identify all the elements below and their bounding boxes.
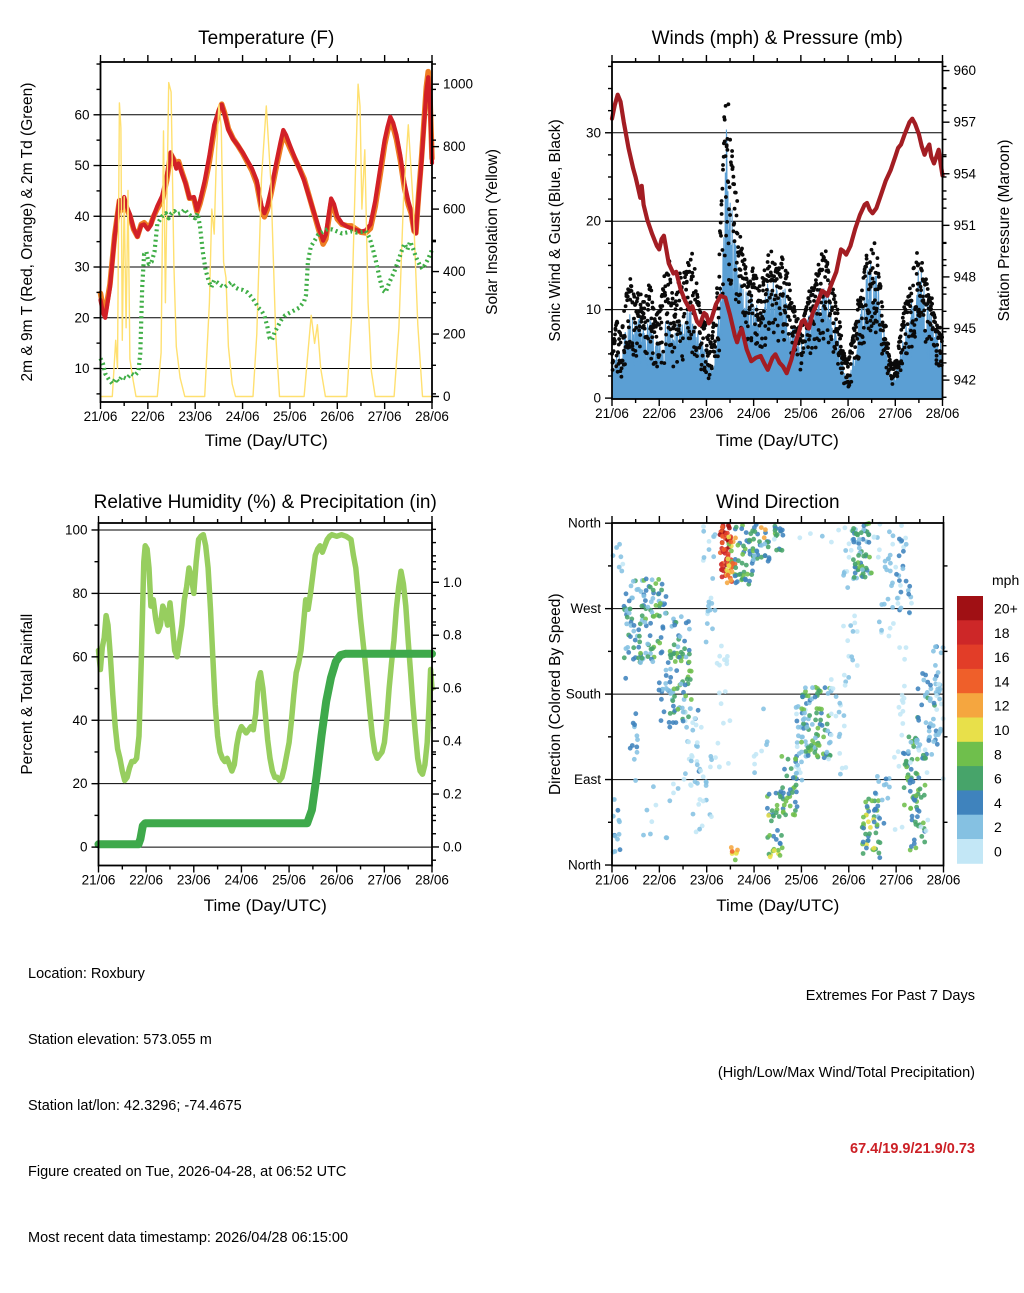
station-location: Location: Roxbury xyxy=(28,966,145,982)
station-latlon: Station lat/lon: 42.3296; -74.4675 xyxy=(28,1098,242,1114)
x-tick-label: 23/06 xyxy=(689,872,724,888)
series-2m-dewpoint xyxy=(101,209,433,384)
extremes-values: 67.4/19.9/21.9/0.73 xyxy=(850,1141,975,1157)
direction-tick-label: West xyxy=(570,601,601,617)
figure-created-timestamp: Figure created on Tue, 2026-04-28, at 06:52 UTC xyxy=(28,1164,347,1180)
legend-entry-label: 6 xyxy=(994,770,1002,787)
y-left-tick-label: 40 xyxy=(74,208,90,224)
x-tick-label: 28/06 xyxy=(925,406,960,421)
legend-swatch xyxy=(957,669,983,694)
legend-swatch xyxy=(957,693,983,718)
panel-humidity xyxy=(19,492,462,915)
y-left-tick-label: 50 xyxy=(74,158,90,174)
y-right-tick-label: 0 xyxy=(443,389,451,405)
y-right-tick-label: 945 xyxy=(953,321,977,337)
extremes-subtitle: (High/Low/Max Wind/Total Precipitation) xyxy=(717,1064,975,1081)
y-left-tick-label: 60 xyxy=(74,107,90,123)
y-left-tick-label: 60 xyxy=(72,649,88,665)
x-tick-label: 21/06 xyxy=(83,409,118,424)
y-right-tick-label: 960 xyxy=(953,63,977,79)
legend-swatch xyxy=(957,790,983,815)
panel-temperature xyxy=(19,28,501,450)
x-tick-label: 24/06 xyxy=(737,872,771,888)
y-left-tick-label: 20 xyxy=(72,776,88,792)
legend-entry-label: 10 xyxy=(994,722,1010,738)
wind-direction-dots xyxy=(611,521,946,862)
x-tick-label: 25/06 xyxy=(273,409,307,424)
legend-swatch xyxy=(957,766,983,791)
panel-winddir xyxy=(547,492,1019,915)
legend-entry-label: 12 xyxy=(994,697,1010,714)
x-tick-label: 28/06 xyxy=(926,872,961,888)
series-solar-insolation xyxy=(101,83,433,397)
legend-swatch xyxy=(957,839,983,864)
y-right-tick-label: 1000 xyxy=(443,76,474,92)
legend-entry-label: 0 xyxy=(994,843,1002,860)
x-tick-label: 26/06 xyxy=(831,406,865,421)
legend-swatch xyxy=(957,815,983,840)
winds-series xyxy=(610,95,944,398)
y-right-tick-label: 1.0 xyxy=(443,574,462,590)
winds-ylabel-left: Sonic Wind & Gust (Blue, Black) xyxy=(547,119,564,342)
y-left-tick-label: 0 xyxy=(593,390,601,406)
x-tick-label: 24/06 xyxy=(224,872,259,888)
direction-tick-label: East xyxy=(573,772,601,788)
x-tick-label: 23/06 xyxy=(178,409,213,424)
x-tick-label: 21/06 xyxy=(595,872,629,888)
y-right-tick-label: 0.8 xyxy=(443,627,462,643)
station-info xyxy=(28,919,348,1293)
panel-winds xyxy=(547,28,1013,450)
speed-legend xyxy=(957,572,1019,864)
x-tick-label: 23/06 xyxy=(689,406,724,421)
y-right-tick-label: 942 xyxy=(953,372,977,388)
x-tick-label: 21/06 xyxy=(595,406,629,421)
y-left-tick-label: 10 xyxy=(74,361,90,377)
x-tick-label: 22/06 xyxy=(130,409,165,424)
y-right-tick-label: 951 xyxy=(953,217,977,233)
y-left-tick-label: 40 xyxy=(72,712,88,728)
y-right-tick-label: 0.4 xyxy=(443,733,462,749)
x-tick-label: 26/06 xyxy=(320,409,355,424)
x-tick-label: 27/06 xyxy=(367,872,402,888)
x-tick-label: 28/06 xyxy=(415,409,449,424)
x-tick-label: 26/06 xyxy=(831,872,866,888)
x-tick-label: 27/06 xyxy=(878,406,913,421)
winddir-title: Wind Direction xyxy=(715,492,840,513)
legend-swatch xyxy=(957,742,983,767)
y-right-tick-label: 600 xyxy=(443,201,466,217)
legend-swatch xyxy=(957,718,983,743)
y-left-tick-label: 100 xyxy=(64,522,88,538)
x-tick-label: 25/06 xyxy=(272,872,306,888)
temperature-series xyxy=(101,72,433,397)
winddir-xlabel: Time (Day/UTC) xyxy=(716,896,840,915)
temperature-xlabel: Time (Day/UTC) xyxy=(204,431,328,450)
winds-xlabel: Time (Day/UTC) xyxy=(715,431,839,450)
y-right-tick-label: 0.0 xyxy=(443,839,462,855)
legend-entry-label: 4 xyxy=(994,794,1002,811)
humidity-series xyxy=(99,535,433,845)
x-tick-label: 22/06 xyxy=(642,406,677,421)
extremes-title: Extremes For Past 7 Days xyxy=(805,988,975,1004)
x-tick-label: 27/06 xyxy=(879,872,914,888)
y-right-tick-label: 954 xyxy=(953,166,977,182)
humidity-title: Relative Humidity (%) & Precipitation (in) xyxy=(93,492,437,513)
humidity-ylabel-left: Percent & Total Rainfall xyxy=(19,613,36,775)
x-tick-label: 22/06 xyxy=(642,872,677,888)
station-elevation: Station elevation: 573.055 m xyxy=(28,1032,212,1048)
y-left-tick-label: 0 xyxy=(79,839,88,855)
y-left-tick-label: 30 xyxy=(74,259,90,275)
x-tick-label: 22/06 xyxy=(129,872,164,888)
winds-title: Winds (mph) & Pressure (mb) xyxy=(651,28,903,49)
y-right-tick-label: 948 xyxy=(953,269,977,285)
direction-tick-label: North xyxy=(567,857,601,873)
extremes-summary xyxy=(718,933,975,1214)
winddir-gridlines xyxy=(612,609,944,780)
x-tick-label: 24/06 xyxy=(225,409,260,424)
direction-tick-label: South xyxy=(565,686,601,702)
speed-legend-title: mph xyxy=(992,572,1020,588)
y-right-tick-label: 957 xyxy=(953,114,977,130)
y-right-tick-label: 0.2 xyxy=(443,786,462,802)
legend-entry-label: 14 xyxy=(994,673,1010,690)
x-tick-label: 28/06 xyxy=(415,872,449,888)
temperature-ylabel-left: 2m & 9m T (Red, Orange) & 2m Td (Green) xyxy=(19,82,36,382)
legend-entry-label: 2 xyxy=(994,819,1002,836)
legend-swatch xyxy=(957,645,983,670)
x-tick-label: 27/06 xyxy=(367,409,402,424)
y-right-tick-label: 800 xyxy=(443,139,466,155)
x-tick-label: 23/06 xyxy=(176,872,211,888)
x-tick-label: 25/06 xyxy=(784,872,819,888)
legend-swatch xyxy=(957,620,983,645)
winds-ylabel-right: Station Pressure (Maroon) xyxy=(996,139,1013,322)
y-left-tick-label: 20 xyxy=(585,213,601,229)
x-tick-label: 26/06 xyxy=(319,872,354,888)
winddir-ylabel-left: Direction (Colored By Speed) xyxy=(547,593,564,796)
y-left-tick-label: 20 xyxy=(74,310,90,326)
y-right-tick-label: 0.6 xyxy=(443,680,462,696)
x-tick-label: 24/06 xyxy=(736,406,771,421)
legend-entry-label: 16 xyxy=(994,649,1010,666)
x-tick-label: 25/06 xyxy=(783,406,818,421)
legend-entry-label: 18 xyxy=(994,624,1010,641)
x-tick-label: 21/06 xyxy=(81,872,116,888)
temperature-title: Temperature (F) xyxy=(198,28,335,49)
temperature-ylabel-right: Solar Insolation (Yellow) xyxy=(484,149,501,315)
legend-entry-label: 20+ xyxy=(994,600,1018,617)
y-right-tick-label: 400 xyxy=(443,264,466,280)
y-left-tick-label: 30 xyxy=(585,125,601,141)
y-left-tick-label: 10 xyxy=(585,302,601,318)
humidity-xlabel: Time (Day/UTC) xyxy=(203,896,327,915)
direction-tick-label: North xyxy=(567,515,601,531)
legend-entry-label: 8 xyxy=(994,746,1002,763)
legend-swatch xyxy=(957,596,983,621)
y-left-tick-label: 80 xyxy=(72,585,88,601)
y-right-tick-label: 200 xyxy=(443,326,466,342)
most-recent-data-timestamp: Most recent data timestamp: 2026/04/28 06:15:00 xyxy=(28,1230,349,1246)
